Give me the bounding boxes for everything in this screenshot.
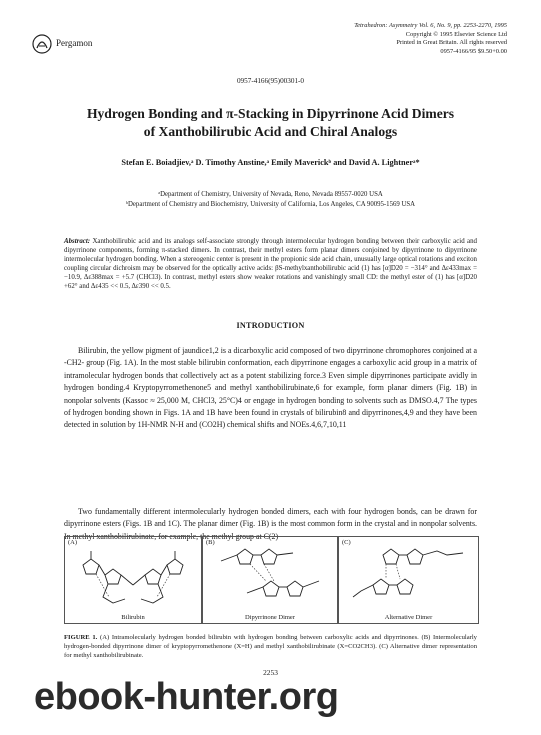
alternative-dimer-structure-icon <box>343 545 473 611</box>
journal-line-copyright: Copyright © 1995 Elsevier Science Ltd <box>405 30 507 38</box>
dipyrrinone-dimer-structure-icon <box>207 545 333 611</box>
panel-caption-b: Dipyrrinone Dimer <box>244 614 295 621</box>
author-list: Stefan E. Boiadjiev,ᵃ D. Timothy Anstine,ᵃ Emily Maverickᵇ and David A. Lightnerᵃ* <box>121 158 420 167</box>
section-heading: INTRODUCTION <box>236 321 305 330</box>
body-paragraph-1-block <box>64 345 477 432</box>
journal-info <box>354 22 507 56</box>
panel-label-a: (A) <box>68 539 78 546</box>
affiliations <box>30 190 511 210</box>
figure-caption-label: FIGURE 1. <box>64 634 98 641</box>
affiliation-2: ᵇDepartment of Chemistry and Biochemistry, University of California, Los Angeles, CA 90095-1569 USA <box>125 201 416 208</box>
watermark: ebook-hunter.org <box>34 676 339 718</box>
abstract <box>64 238 477 291</box>
panel-caption-a: Bilirubin <box>121 614 145 621</box>
page-number: 2253 <box>263 668 278 677</box>
figure-1 <box>64 536 477 626</box>
affiliation-1: ᵃDepartment of Chemistry, University of Nevada, Reno, Nevada 89557-0020 USA <box>158 191 383 198</box>
journal-line-price: 0957-4166/95 $9.50+0.00 <box>440 47 507 55</box>
panel-label-b: (B) <box>206 539 215 546</box>
body-paragraph-2: Two fundamentally different intermolecularly hydrogen bonded dimers, each with four hydrogen bonds, can be drawn for dipyrrinone esters (Figs. 1B and 1C). The planar dimer (Fig. 1B) is the most common form in the crystal and in nonpolar solvents. In methyl xanthobilirubinate, for example, the methyl group at C(2) <box>64 507 477 541</box>
pergamon-logo-icon <box>32 34 52 54</box>
title-line-1: Hydrogen Bonding and π-Stacking in Dipyrrinone Acid Dimers <box>86 106 455 121</box>
body-paragraph-1: Bilirubin, the yellow pigment of jaundice1,2 is a dicarboxylic acid composed of two dipyrrinone chromophores conjoined at a -CH2- group (Fig. 1A). In the most stable bilirubin conformation, each dipyrrinone engages a carboxylic acid group in a matrix of intramolecular hydrogen bonds that collectively act as a potent stabilizing force.3 Even simple dipyrrinones participate avidly in hydrogen bonding.4 Kryptopyrromethenone5 and methyl xanthobilirubinate,6 for example, form planar dimers (Fig. 1B) in nonpolar solvents (Kassoc ≈ 25,000 M, CHCl3, 25°C)4 or engage in hydrogen bonding to solvents such as DMSO.4,7 The types of hydrogen bonding shown in Figs. 1A and 1B have been found in crystals of bilirubin8 and dipyrrinones,4,9 and they have been detected in solution by 1H-NMR N-H and (CO2H) chemical shifts and NOEs.4,6,7,10,11 <box>64 346 477 430</box>
abstract-label: Abstract: <box>64 238 91 245</box>
publisher-name: Pergamon <box>56 38 93 48</box>
figure-caption-text: (A) Intramolecularly hydrogen bonded bilirubin with hydrogen bonding between carboxylic acids and dipyrrinones. (B) Intermolecularly hydrogen-bonded dipyrrinone dimer of kryptopyrromethenone (X=H) and methyl xanthobilirubinate (X=CO2CH3). (C) Alternative dimer representation for methyl xanthobilirubinate. <box>64 634 477 659</box>
figure-panel-a <box>64 536 202 624</box>
journal-line-rights: Printed in Great Britain. All rights reserved <box>396 39 507 47</box>
paper-title <box>40 105 501 141</box>
panel-label-c: (C) <box>342 539 351 546</box>
figure-panel-c <box>338 536 479 624</box>
journal-line-citation: Tetrahedron: Asymmetry Vol. 6, No. 9, pp. 2253-2270, 1995 <box>354 22 507 29</box>
figure-caption <box>64 633 477 660</box>
panel-caption-c: Alternative Dimer <box>384 614 433 621</box>
figure-panel-b <box>202 536 338 624</box>
article-code: 0957-4166(95)00301-0 <box>236 77 305 85</box>
title-line-2: of Xanthobilirubic Acid and Chiral Analogs <box>143 124 398 139</box>
abstract-text: Xanthobilirubic acid and its analogs self-associate strongly through intermolecular hydrogen bonding between their carboxylic acid and dipyrrinone components, forming π-stacked dimers. In contrast, their methyl esters form planar dimers conjoined by dipyrrinone to dipyrrinone intermolecular hydrogen bonding. When a stereogenic center is present in the propionic side acid chain, unusually large optical rotations and exciton coupling circular dichroism may be observed for the optically active acids: βS-methylxanthobilirubic acid (1) has [α]D20 = −314° and Δε433max = −10.9, Δε388max = +5.7 (CHCl3). In contrast, methyl esters show weaker rotations and vanishingly small CD: the methyl ester of (1) has [α]D20 +62° and Δε435 << 0.5, Δε390 << 0.5. <box>64 238 477 290</box>
bilirubin-structure-icon <box>69 545 197 611</box>
